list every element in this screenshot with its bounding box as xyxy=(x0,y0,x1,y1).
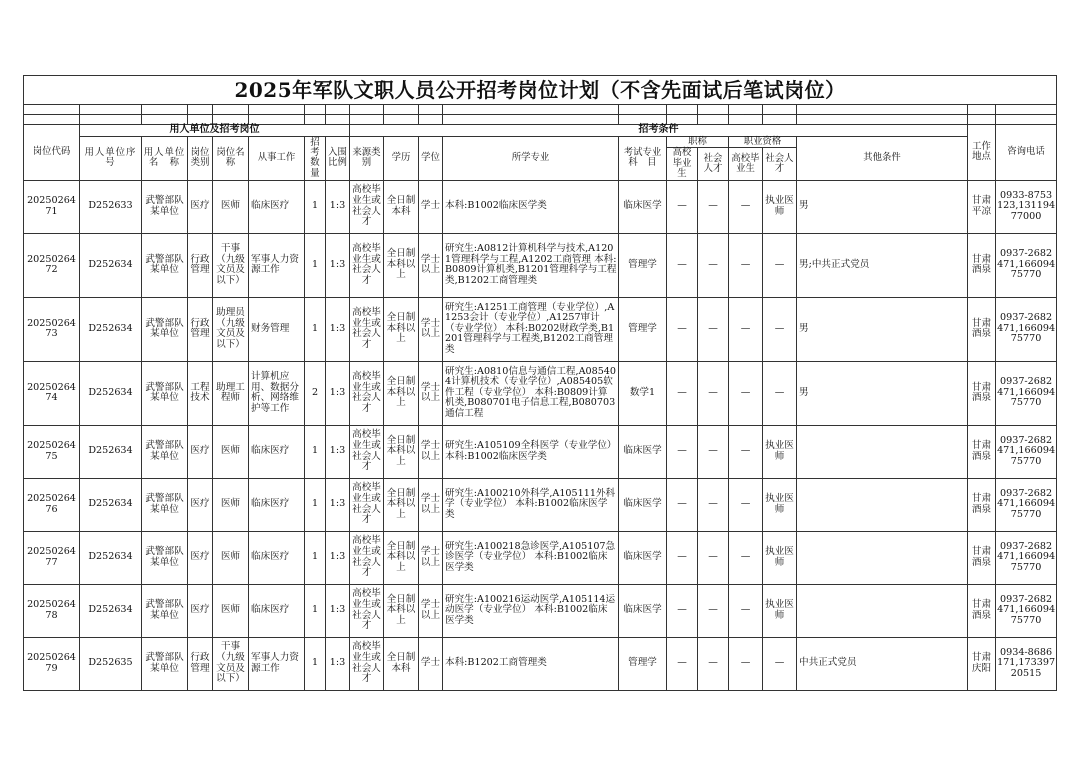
cell-qual-grad: — xyxy=(729,584,763,637)
cell-post-name: 干事（九级文员及以下） xyxy=(213,233,249,297)
cell-source: 高校毕业生或社会人才 xyxy=(350,180,384,233)
cell-phone: 0934-8686171,17339720515 xyxy=(996,637,1057,690)
cell-post-name: 医师 xyxy=(213,425,249,478)
cell-location: 甘肃酒泉 xyxy=(968,297,996,361)
cell-post-code: 2025026471 xyxy=(24,180,80,233)
cell-post-name: 医师 xyxy=(213,180,249,233)
cell-post-type: 医疗 xyxy=(188,180,213,233)
cell-title-grad: — xyxy=(667,233,698,297)
header-post-code: 岗位代码 xyxy=(24,125,80,181)
table-row xyxy=(24,637,1057,690)
cell-work: 临床医疗 xyxy=(249,531,305,584)
cell-title-social: — xyxy=(698,531,729,584)
header-work: 从事工作 xyxy=(249,137,305,181)
cell-source: 高校毕业生或社会人才 xyxy=(350,233,384,297)
cell-count: 1 xyxy=(305,584,326,637)
table-row xyxy=(24,531,1057,584)
cell-post-code: 2025026475 xyxy=(24,425,80,478)
cell-title-grad: — xyxy=(667,361,698,425)
cell-work: 军事人力资源工作 xyxy=(249,637,305,690)
cell-qual-grad: — xyxy=(729,637,763,690)
cell-degree: 学士以上 xyxy=(419,584,443,637)
cell-phone: 0937-2682471,16609475770 xyxy=(996,478,1057,531)
cell-qual-grad: — xyxy=(729,478,763,531)
cell-unit-no: D252634 xyxy=(80,361,142,425)
cell-location: 甘肃酒泉 xyxy=(968,425,996,478)
cell-other xyxy=(797,584,968,637)
cell-education: 全日制本科以上 xyxy=(384,361,419,425)
cell-title-social: — xyxy=(698,361,729,425)
cell-post-code: 2025026473 xyxy=(24,297,80,361)
cell-count: 2 xyxy=(305,361,326,425)
cell-major: 研究生:A0810信息与通信工程,A085404计算机技术（专业学位）,A085405软件工程（专业学位） 本科:B0809计算机类,B080701电子信息工程,B080703通信工程 xyxy=(443,361,619,425)
cell-unit-name: 武警部队某单位 xyxy=(142,180,188,233)
cell-post-name: 医师 xyxy=(213,531,249,584)
cell-source: 高校毕业生或社会人才 xyxy=(350,637,384,690)
cell-source: 高校毕业生或社会人才 xyxy=(350,297,384,361)
cell-qual-social: 执业医师 xyxy=(763,584,797,637)
header-education: 学历 xyxy=(384,137,419,181)
cell-qual-social: 执业医师 xyxy=(763,180,797,233)
cell-major: 研究生:A105109全科医学（专业学位） 本科:B1002临床医学类 xyxy=(443,425,619,478)
cell-post-type: 行政管理 xyxy=(188,637,213,690)
cell-unit-name: 武警部队某单位 xyxy=(142,233,188,297)
cell-phone: 0937-2682471,16609475770 xyxy=(996,531,1057,584)
header-qual-group: 职业资格 xyxy=(729,137,797,148)
cell-other xyxy=(797,425,968,478)
cell-unit-name: 武警部队某单位 xyxy=(142,425,188,478)
cell-post-code: 2025026472 xyxy=(24,233,80,297)
cell-ratio: 1:3 xyxy=(326,637,350,690)
cell-unit-name: 武警部队某单位 xyxy=(142,297,188,361)
cell-unit-no: D252634 xyxy=(80,233,142,297)
cell-degree: 学士以上 xyxy=(419,297,443,361)
cell-other: 男;中共正式党员 xyxy=(797,233,968,297)
page-title: 2025年军队文职人员公开招考岗位计划（不含先面试后笔试岗位） xyxy=(24,76,1057,105)
cell-work: 临床医疗 xyxy=(249,584,305,637)
cell-count: 1 xyxy=(305,233,326,297)
cell-qual-social: — xyxy=(763,637,797,690)
cell-work: 计算机应用、数据分析、网络维护等工作 xyxy=(249,361,305,425)
cell-post-name: 助理员（九级文员及以下） xyxy=(213,297,249,361)
cell-location: 甘肃酒泉 xyxy=(968,478,996,531)
cell-qual-grad: — xyxy=(729,361,763,425)
cell-unit-name: 武警部队某单位 xyxy=(142,531,188,584)
cell-ratio: 1:3 xyxy=(326,297,350,361)
cell-unit-name: 武警部队某单位 xyxy=(142,361,188,425)
recruitment-table xyxy=(23,75,1057,691)
cell-source: 高校毕业生或社会人才 xyxy=(350,425,384,478)
cell-work: 军事人力资源工作 xyxy=(249,233,305,297)
cell-title-grad: — xyxy=(667,531,698,584)
cell-other: 男 xyxy=(797,297,968,361)
cell-count: 1 xyxy=(305,425,326,478)
cell-qual-social: — xyxy=(763,233,797,297)
cell-location: 甘肃酒泉 xyxy=(968,584,996,637)
cell-degree: 学士以上 xyxy=(419,361,443,425)
cell-source: 高校毕业生或社会人才 xyxy=(350,361,384,425)
cell-post-type: 医疗 xyxy=(188,584,213,637)
header-exam-subject: 考试专业科 目 xyxy=(619,137,667,181)
cell-degree: 学士以上 xyxy=(419,478,443,531)
table-row xyxy=(24,478,1057,531)
cell-education: 全日制本科以上 xyxy=(384,584,419,637)
header-phone: 咨询电话 xyxy=(996,125,1057,181)
header-post-name: 岗位名称 xyxy=(213,137,249,181)
cell-post-type: 医疗 xyxy=(188,425,213,478)
cell-phone: 0937-2682471,16609475770 xyxy=(996,233,1057,297)
cell-title-social: — xyxy=(698,425,729,478)
header-post-type: 岗位类别 xyxy=(188,137,213,181)
header-degree: 学位 xyxy=(419,137,443,181)
cell-education: 全日制本科以上 xyxy=(384,297,419,361)
header-major: 所学专业 xyxy=(443,137,619,181)
cell-title-social: — xyxy=(698,478,729,531)
cell-qual-grad: — xyxy=(729,531,763,584)
cell-title-grad: — xyxy=(667,637,698,690)
cell-education: 全日制本科 xyxy=(384,637,419,690)
cell-unit-name: 武警部队某单位 xyxy=(142,637,188,690)
cell-unit-no: D252635 xyxy=(80,637,142,690)
cell-qual-grad: — xyxy=(729,233,763,297)
cell-exam-subject: 数学1 xyxy=(619,361,667,425)
cell-count: 1 xyxy=(305,180,326,233)
cell-title-grad: — xyxy=(667,180,698,233)
cell-phone: 0937-2682471,16609475770 xyxy=(996,584,1057,637)
table-row xyxy=(24,233,1057,297)
cell-education: 全日制本科以上 xyxy=(384,531,419,584)
cell-ratio: 1:3 xyxy=(326,425,350,478)
cell-title-grad: — xyxy=(667,297,698,361)
cell-ratio: 1:3 xyxy=(326,180,350,233)
cell-location: 甘肃平凉 xyxy=(968,180,996,233)
cell-count: 1 xyxy=(305,478,326,531)
cell-work: 临床医疗 xyxy=(249,180,305,233)
cell-count: 1 xyxy=(305,297,326,361)
cell-qual-social: — xyxy=(763,361,797,425)
cell-post-type: 工程技术 xyxy=(188,361,213,425)
table-row xyxy=(24,425,1057,478)
header-group-conditions: 招考条件 xyxy=(350,125,968,137)
cell-count: 1 xyxy=(305,637,326,690)
cell-post-name: 助理工程师 xyxy=(213,361,249,425)
table-row xyxy=(24,361,1057,425)
cell-unit-no: D252634 xyxy=(80,425,142,478)
cell-phone: 0937-2682471,16609475770 xyxy=(996,425,1057,478)
cell-location: 甘肃庆阳 xyxy=(968,637,996,690)
cell-title-social: — xyxy=(698,233,729,297)
cell-post-type: 医疗 xyxy=(188,531,213,584)
cell-ratio: 1:3 xyxy=(326,361,350,425)
cell-title-grad: — xyxy=(667,584,698,637)
cell-qual-social: 执业医师 xyxy=(763,425,797,478)
cell-education: 全日制本科 xyxy=(384,180,419,233)
cell-source: 高校毕业生或社会人才 xyxy=(350,584,384,637)
cell-unit-no: D252633 xyxy=(80,180,142,233)
cell-post-code: 2025026479 xyxy=(24,637,80,690)
cell-exam-subject: 临床医学 xyxy=(619,584,667,637)
cell-other xyxy=(797,478,968,531)
cell-work: 临床医疗 xyxy=(249,425,305,478)
cell-other: 中共正式党员 xyxy=(797,637,968,690)
cell-title-social: — xyxy=(698,637,729,690)
header-source: 来源类别 xyxy=(350,137,384,181)
table-row xyxy=(24,584,1057,637)
header-title-grad: 高校毕业生 xyxy=(667,148,698,180)
cell-post-type: 医疗 xyxy=(188,478,213,531)
header-location: 工作地点 xyxy=(968,125,996,181)
header-count: 招考数量 xyxy=(305,137,326,181)
cell-work: 财务管理 xyxy=(249,297,305,361)
recruitment-sheet xyxy=(23,75,1056,691)
cell-other xyxy=(797,531,968,584)
cell-location: 甘肃酒泉 xyxy=(968,531,996,584)
cell-post-type: 行政管理 xyxy=(188,297,213,361)
header-title-social: 社会人才 xyxy=(698,148,729,180)
cell-title-social: — xyxy=(698,180,729,233)
cell-post-name: 医师 xyxy=(213,478,249,531)
header-group-employer: 用人单位及招考岗位 xyxy=(80,125,350,137)
cell-major: 研究生:A100210外科学,A105111外科学（专业学位） 本科:B1002临床医学类 xyxy=(443,478,619,531)
cell-post-name: 干事（九级文员及以下） xyxy=(213,637,249,690)
header-qual-social: 社会人才 xyxy=(763,148,797,180)
cell-source: 高校毕业生或社会人才 xyxy=(350,478,384,531)
header-qual-grad: 高校毕业生 xyxy=(729,148,763,180)
cell-qual-social: 执业医师 xyxy=(763,478,797,531)
cell-title-social: — xyxy=(698,584,729,637)
cell-exam-subject: 管理学 xyxy=(619,637,667,690)
cell-unit-name: 武警部队某单位 xyxy=(142,478,188,531)
cell-unit-name: 武警部队某单位 xyxy=(142,584,188,637)
cell-major: 研究生:A0812计算机科学与技术,A1201管理科学与工程,A1202工商管理 本科:B0809计算机类,B1201管理科学与工程类,B1202工商管理类 xyxy=(443,233,619,297)
cell-qual-grad: — xyxy=(729,297,763,361)
cell-post-type: 行政管理 xyxy=(188,233,213,297)
cell-education: 全日制本科以上 xyxy=(384,233,419,297)
cell-exam-subject: 临床医学 xyxy=(619,180,667,233)
cell-post-code: 2025026474 xyxy=(24,361,80,425)
header-unit-no: 用人单位序 号 xyxy=(80,137,142,181)
cell-title-grad: — xyxy=(667,425,698,478)
cell-degree: 学士以上 xyxy=(419,531,443,584)
cell-ratio: 1:3 xyxy=(326,584,350,637)
cell-education: 全日制本科以上 xyxy=(384,425,419,478)
cell-exam-subject: 管理学 xyxy=(619,233,667,297)
cell-phone: 0937-2682471,16609475770 xyxy=(996,297,1057,361)
cell-ratio: 1:3 xyxy=(326,531,350,584)
cell-degree: 学士以上 xyxy=(419,233,443,297)
cell-degree: 学士 xyxy=(419,637,443,690)
cell-phone: 0933-8753123,13119477000 xyxy=(996,180,1057,233)
cell-major: 研究生:A100216运动医学,A105114运动医学（专业学位） 本科:B1002临床医学类 xyxy=(443,584,619,637)
cell-phone: 0937-2682471,16609475770 xyxy=(996,361,1057,425)
cell-degree: 学士 xyxy=(419,180,443,233)
cell-post-code: 2025026476 xyxy=(24,478,80,531)
cell-post-code: 2025026478 xyxy=(24,584,80,637)
cell-title-social: — xyxy=(698,297,729,361)
header-other: 其他条件 xyxy=(797,137,968,181)
cell-qual-grad: — xyxy=(729,180,763,233)
cell-exam-subject: 临床医学 xyxy=(619,531,667,584)
cell-location: 甘肃酒泉 xyxy=(968,361,996,425)
cell-qual-grad: — xyxy=(729,425,763,478)
cell-post-name: 医师 xyxy=(213,584,249,637)
cell-exam-subject: 临床医学 xyxy=(619,478,667,531)
cell-unit-no: D252634 xyxy=(80,531,142,584)
cell-qual-social: 执业医师 xyxy=(763,531,797,584)
cell-unit-no: D252634 xyxy=(80,297,142,361)
cell-major: 本科:B1002临床医学类 xyxy=(443,180,619,233)
cell-other: 男 xyxy=(797,180,968,233)
cell-major: 研究生:A1251工商管理（专业学位）,A1253会计（专业学位）,A1257审计（专业学位） 本科:B0202财政学类,B1201管理科学与工程类,B1202工商管理类 xyxy=(443,297,619,361)
cell-source: 高校毕业生或社会人才 xyxy=(350,531,384,584)
cell-other: 男 xyxy=(797,361,968,425)
cell-ratio: 1:3 xyxy=(326,478,350,531)
cell-major: 本科:B1202工商管理类 xyxy=(443,637,619,690)
table-row xyxy=(24,180,1057,233)
cell-post-code: 2025026477 xyxy=(24,531,80,584)
header-unit-name: 用人单位名 称 xyxy=(142,137,188,181)
cell-work: 临床医疗 xyxy=(249,478,305,531)
cell-location: 甘肃酒泉 xyxy=(968,233,996,297)
cell-exam-subject: 临床医学 xyxy=(619,425,667,478)
header-ratio: 入围比例 xyxy=(326,137,350,181)
cell-title-grad: — xyxy=(667,478,698,531)
cell-major: 研究生:A100218急诊医学,A105107急诊医学（专业学位） 本科:B1002临床医学类 xyxy=(443,531,619,584)
cell-qual-social: — xyxy=(763,297,797,361)
cell-degree: 学士以上 xyxy=(419,425,443,478)
table-row xyxy=(24,297,1057,361)
cell-education: 全日制本科以上 xyxy=(384,478,419,531)
cell-ratio: 1:3 xyxy=(326,233,350,297)
cell-exam-subject: 管理学 xyxy=(619,297,667,361)
cell-unit-no: D252634 xyxy=(80,584,142,637)
cell-count: 1 xyxy=(305,531,326,584)
header-title-group: 职称 xyxy=(667,137,729,148)
cell-unit-no: D252634 xyxy=(80,478,142,531)
